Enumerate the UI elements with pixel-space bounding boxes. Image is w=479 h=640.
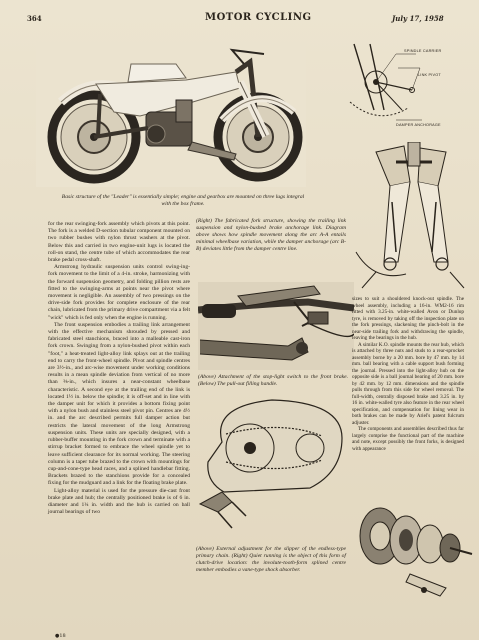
paragraph: sizes to suit a shouldered knock-out spindle. The wheel assembly, including a 16-in. WM2-16 rim fitted with 3.25-in. white-walled Avon or Dunlop tyre, is removed by taking off the inspection plate on the fork pressings, slackening the pinch-bolt in the near-side trailing fork and withdrawing the spindle, leaving the bearings in the hub.: [352, 296, 464, 341]
clutch-exploded-view: [350, 492, 474, 610]
paragraph: for the rear swinging-fork assembly which pivots at this point. The fork is a welded D-section tubular component mounted on two rubber bushes with nylon thrust washers at the pivot. Below this and carried in two engine-unit lugs is located the roll-on stand, the centre tube of which accommodates the rear brake pedal cross-shaft.: [48, 221, 190, 264]
fork-geometry-diagram: [336, 40, 456, 140]
clutch-caption: (Above) External adjustment for the slipper of the endless-type primary chain. (Right) Quiet running is the object of this form of clutch-drive location: the involute-tooth-form splined centre member embodies a vane-type shock absorber.: [196, 546, 346, 574]
label-link-pivot: LINK PIVOT: [418, 73, 441, 77]
issue-date: July 17, 1958: [392, 14, 444, 23]
paragraph: Light-alloy material is used for the pressure die-cast front brake plate and hub; the centrally positioned brake is of 6 in. diameter and 1¼ in. width and the hub is carried on ball journal bearings of two: [48, 487, 190, 516]
handlebar-photo: [198, 282, 354, 370]
body-column-right: [352, 296, 464, 452]
frame-caption: Basic structure of the "Leader" is essentially simple; engine and gearbox are mounted on three lugs integral with the box frame.: [61, 194, 305, 208]
paragraph: A similar K.O. spindle mounts the rear hub, which is attached by three nuts and studs to a rear-sprocket assembly borne by a 20 mm. bore by 47 mm. by 14 mm. ball bearing with a cable support bush forming the journal. Pressed into the light-alloy hub on the opposite side is a ball journal bearing of 20 mm. bore by 42 mm. by 12 mm. dimensions and the spindle pulls through from this side for wheel removal. The full-width, centrally disposed brake and 3.25 in. by 16 in. white-walled tyre also feature in the rear wheel specification, and compensation for lining wear in both brakes can be made by Ariel's patent fulcrum adjuster.: [352, 341, 464, 426]
paragraph: Armstrong hydraulic suspension units control swing-ing-fork movement to the limit of a 4-in. stroke, harmonizing with the forward suspension geometry, and folding pillion rests are fitted to the swinging-arms at points near the pivot where movement is negligible. An assembly of two pressings on the drive-side fork provides for complete enclosure of the rear chain, lubricated from the primary drive compartment via a felt "wick" which is fed only when the engine is running.: [48, 264, 190, 321]
paragraph: The front suspension embodies a trailing link arrangement with the effective mechanism shrouded by pressed and fabricated steel stanchions, braced into a malleable cast-iron fork crown. Swinging from a nylon-bushed pivot within each "foot," a heat-treated light-alloy link splays out at the trailing end to carry the front-wheel spindle. Pivot and spindle centres are 3½-in., and arc-wise movement under working conditions results in a mean spindle deviation from vertical of no more than ⅜-in., which insures a near-constant wheelbase characteristic. A second eye at the trailing end of the link is located 1½ in. below the spindle; it is off-set and in line with the damper unit for which it provides a bottom fixing point with a nylon bush and stainless steel pivot pin. Centres are 4½ in. and the arc described permits full damper action but restricts the lateral movement of the long Armstrong suspension units. These units are specially designed, with a rubber-buffer mounting in the fork crown and terminate with a stirrup bracket formed to embrace the wheel spindle yet to leave sufficient clearance for its normal working. The steering column is a taper tube brazed to the crown with mountings for cup-and-cone-type head races, and a splined handlebar fitting. Brackets brazed to the stanchions provide for a concealed fixing for the mudguard and a link for the floating brake plate.: [48, 321, 190, 487]
body-column-left: [48, 221, 190, 516]
fork-caption: (Right) The fabricated fork structure, showing the trailing link suspension and nylon-bushed brake anchorage link. Diagram above shows how spindle movement along the arc A-A entails minimal wheelbase variation, while the damper anchorage (arc B-B) deviates little from the damper centre line.: [196, 218, 346, 253]
magazine-title: MOTOR CYCLING: [205, 12, 312, 23]
paragraph: The components and assemblies described thus far largely comprise the functional part of the machine and note, except possibly the front forks, is designed with appearance: [352, 426, 464, 452]
page-mark: ●18: [55, 633, 66, 639]
frame-photo: [36, 42, 306, 187]
primary-chain-illustration: [192, 392, 346, 534]
label-damper-anchorage: DAMPER ANCHORAGE: [396, 123, 441, 127]
label-spindle-carrier: SPINDLE CARRIER: [404, 49, 442, 53]
front-fork-illustration: [346, 142, 470, 292]
page-number: 364: [27, 14, 42, 23]
handlebar-caption: (Above) Attachment of the stop-light switch to the front brake. (Below) The pull-out filling handle.: [198, 374, 348, 388]
